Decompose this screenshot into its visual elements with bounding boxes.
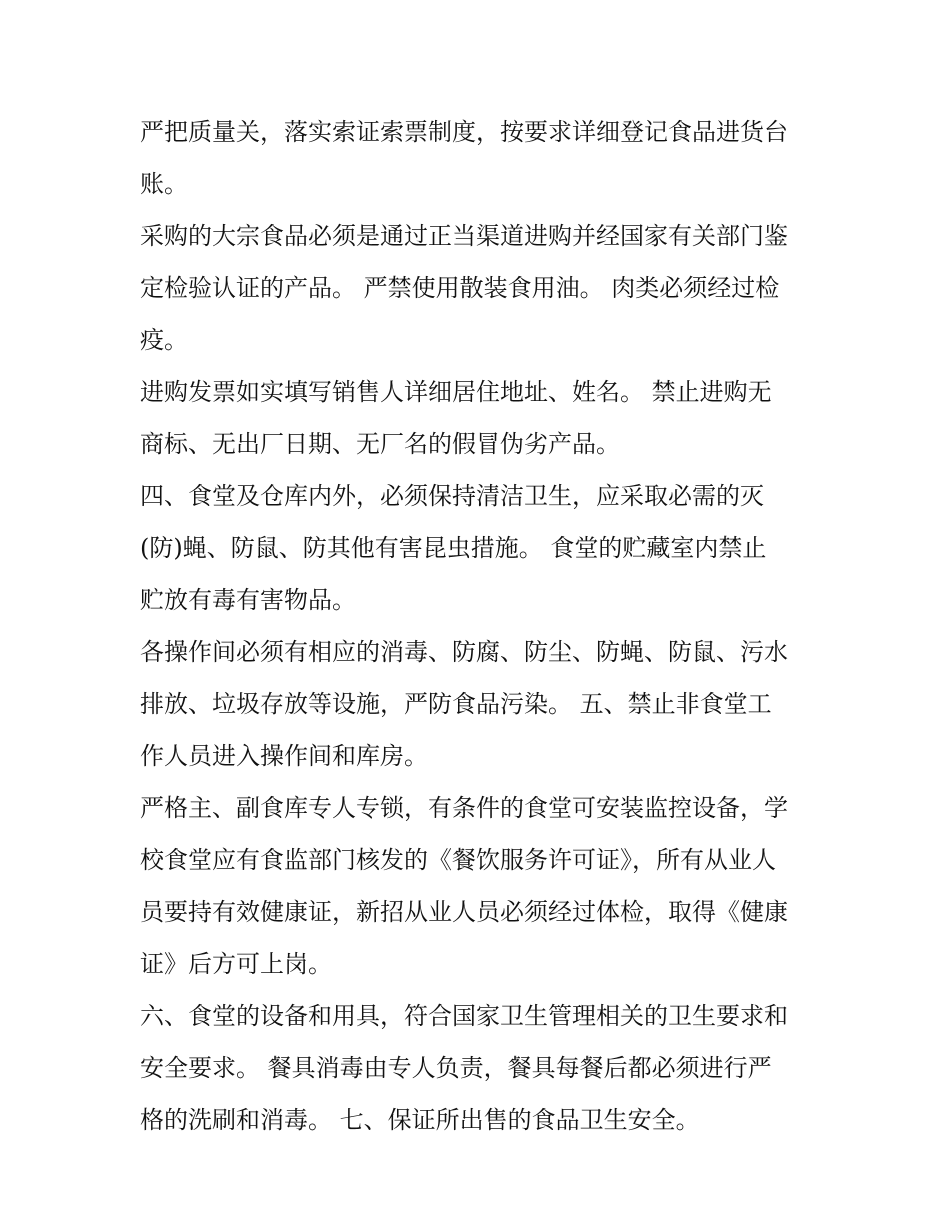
text-line: 六、食堂的设备和用具，符合国家卫生管理相关的卫生要求和 [140,1002,788,1030]
text-line: 商标、无出厂日期、无厂名的假冒伪劣产品。 [140,430,620,458]
text-line: 贮放有毒有害物品。 [140,586,356,614]
text-line: 严格主、副食库专人专锁，有条件的食堂可安装监控设备，学 [140,794,788,822]
text-line: 四、食堂及仓库内外，必须保持清洁卫生，应采取必需的灭 [140,482,764,510]
text-line: 账。 [140,170,188,198]
text-line: 格的洗刷和消毒。 七、保证所出售的食品卫生安全。 [140,1106,700,1134]
text-line: (防)蝇、防鼠、防其他有害昆虫措施。 食堂的贮藏室内禁止 [140,534,767,562]
text-line: 排放、垃圾存放等设施，严防食品污染。 五、禁止非食堂工 [140,690,772,718]
text-line: 证》后方可上岗。 [140,950,332,978]
text-line: 校食堂应有食监部门核发的《餐饮服务许可证》，所有从业人 [140,846,776,874]
text-line: 定检验认证的产品。 严禁使用散装食用油。 肉类必须经过检 [140,274,780,302]
text-line: 员要持有效健康证，新招从业人员必须经过体检，取得《健康 [140,898,788,926]
text-line: 严把质量关，落实索证索票制度，按要求详细登记食品进货台 [140,118,788,146]
document-body [140,106,820,1146]
text-line: 采购的大宗食品必须是通过正当渠道进购并经国家有关部门鉴 [140,222,788,250]
text-line: 各操作间必须有相应的消毒、防腐、防尘、防蝇、防鼠、污水 [140,638,788,666]
text-line: 安全要求。 餐具消毒由专人负责，餐具每餐后都必须进行严 [140,1054,772,1082]
text-line: 作人员进入操作间和库房。 [140,742,428,770]
text-line: 疫。 [140,326,188,354]
text-line: 进购发票如实填写销售人详细居住地址、姓名。 禁止进购无 [140,378,772,406]
